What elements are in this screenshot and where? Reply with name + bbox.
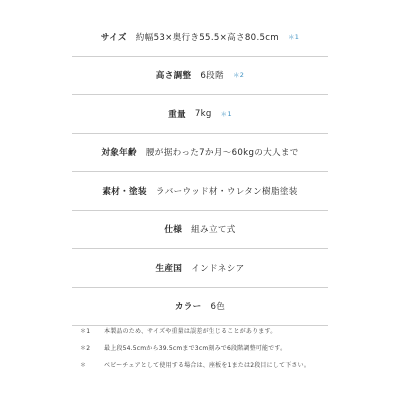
spec-value: 6色 [210,302,226,313]
spec-label: 生産国 [155,263,183,274]
footnote-mark: ＊1 [220,109,232,118]
footnote-mark: ＊1 [287,32,300,41]
spec-row-target-age [72,134,328,173]
spec-list [72,18,328,326]
spec-label: 対象年齢 [101,148,137,159]
spec-row-material [72,172,328,211]
footnote-3 [80,356,380,373]
footnote-mark: ＊ [80,362,87,369]
spec-value: 約幅53×奥行き55.5×高さ80.5cm [135,32,279,43]
footnote-mark: ＊1 [80,328,91,335]
footnote-mark: ＊2 [80,345,91,352]
spec-value: 組み立て式 [191,225,236,236]
spec-label: サイズ [100,32,127,43]
spec-label: 高さ調整 [155,71,192,82]
footnotes [80,322,380,373]
spec-value: インドネシア [191,263,245,274]
spec-row-country [72,249,328,288]
spec-label: 素材・塗装 [102,186,147,197]
spec-value: ラバーウッド材・ウレタン樹脂塗装 [155,186,298,197]
spec-value: 腰が据わった7か月～60kgの大人まで [145,148,299,159]
spec-value: 6段階 [200,71,224,82]
spec-row-weight [72,95,328,134]
spec-row-color [72,288,328,327]
footnote-text: 最上段54.5cmから39.5cmまで3cm刻みで6段階調整可能です。 [104,345,287,352]
spec-label: 仕様 [164,225,183,236]
footnote-mark: ＊2 [232,71,245,80]
spec-value: 7kg [194,108,212,119]
spec-row-size [72,18,328,57]
footnote-text: 本製品のため、サイズや重量は誤差が生じることがあります。 [104,328,277,335]
spec-row-specification [72,211,328,250]
footnote-1 [80,322,380,339]
footnote-text: ベビーチェアとして使用する場合は、座板を1または2段目にして下さい。 [104,362,311,369]
spec-label: カラー [174,302,202,313]
spec-row-height-adjust [72,57,328,96]
footnote-2 [80,339,380,356]
spec-label: 重量 [168,109,186,120]
